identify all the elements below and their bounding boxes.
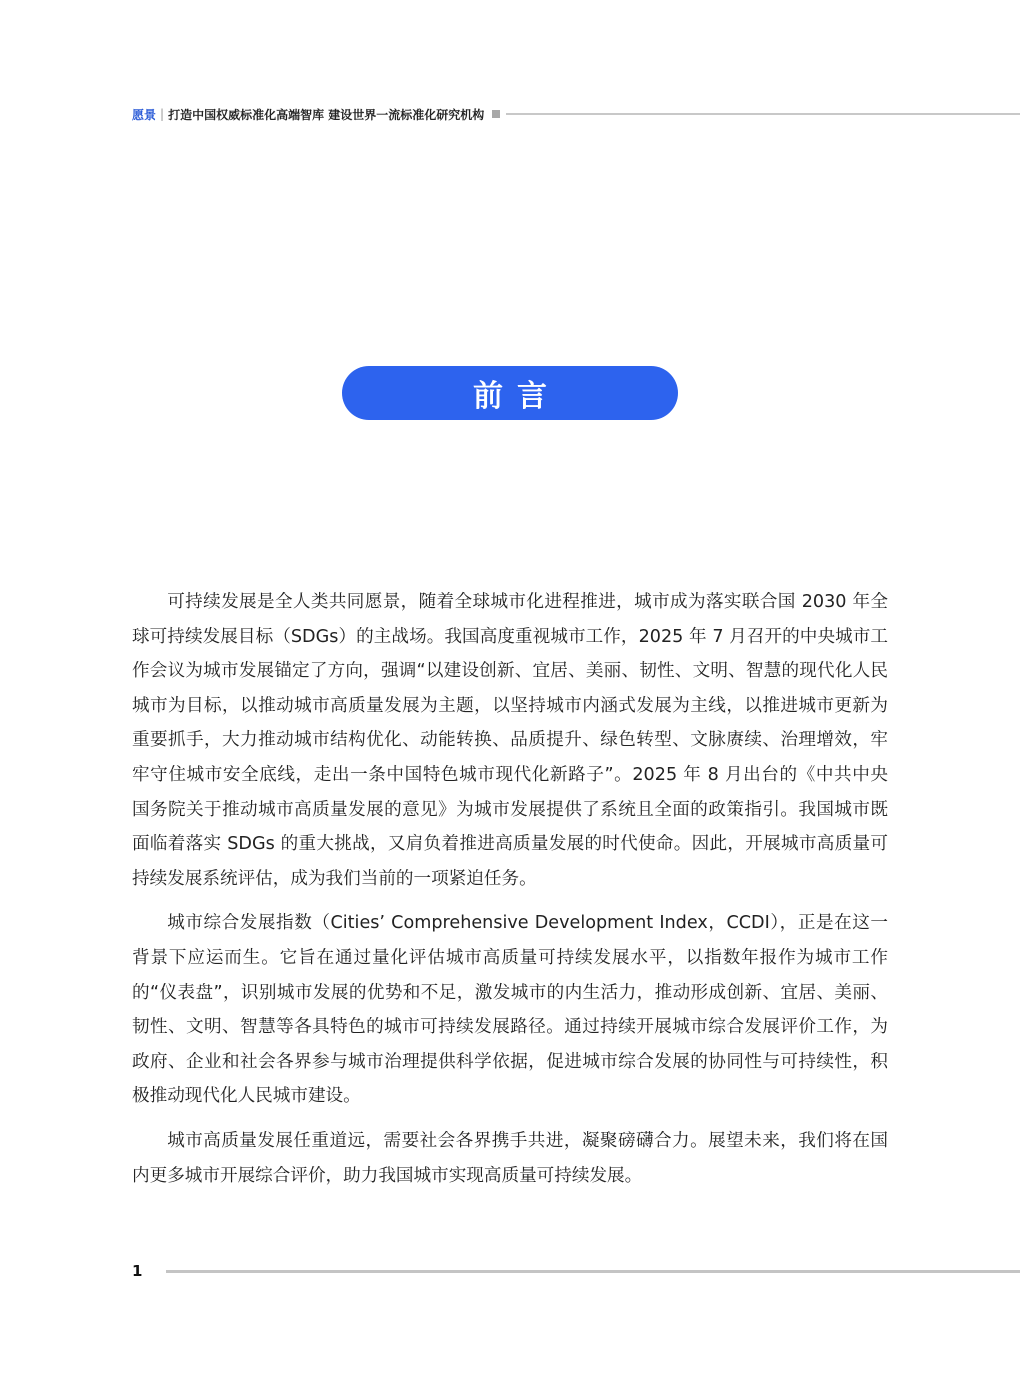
header-square-marker — [492, 110, 500, 118]
section-title: 前言 — [473, 379, 561, 414]
header-rule — [506, 113, 1020, 115]
paragraph: 城市综合发展指数（Cities’ Comprehensive Development Index，CCDI），正是在这一背景下应运而生。它旨在通过量化评估城市高质量可持续发展水平，以指数年报作为城市工作的“仪表盘”，识别城市发展的优势和不足，激发城市的内生活力，推动形成创新、宜居、美丽、韧性、文明、智慧等各具特色的城市可持续发展路径。通过持续开展城市综合发展评价工作，为政府、企业和社会各界参与城市治理提供科学依据，促进城市综合发展的协同性与可持续性，积极推动现代化人民城市建设。 — [132, 913, 888, 1107]
header-separator: | — [160, 107, 165, 121]
running-header — [132, 104, 1020, 124]
page-number: 1 — [132, 1262, 143, 1280]
section-title-pill — [342, 366, 678, 420]
header-title: 打造中国权威标准化高端智库 建设世界一流标准化研究机构 — [168, 107, 485, 122]
paragraph: 可持续发展是全人类共同愿景，随着全球城市化进程推进，城市成为落实联合国 2030 年全球可持续发展目标（SDGs）的主战场。我国高度重视城市工作，2025 年 7 月召开的中央城市工作会议为城市发展锚定了方向，强调“以建设创新、宜居、美丽、韧性、文明、智慧的现代化人民城市为目标，以推动城市高质量发展为主题，以坚持城市内涵式发展为主线，以推进城市更新为重要抓手，大力推动城市结构优化、动能转换、品质提升、绿色转型、文脉赓续、治理增效，牢牢守住城市安全底线，走出一条中国特色城市现代化新路子”。2025 年 8 月出台的《中共中央 国务院关于推动城市高质量发展的意见》为城市发展提供了系统且全面的政策指引。我国城市既面临着落实 SDGs 的重大挑战，又肩负着推进高质量发展的时代使命。因此，开展城市高质量可持续发展系统评估，成为我们当前的一项紧迫任务。 — [132, 592, 888, 889]
paragraph: 城市高质量发展任重道远，需要社会各界携手共进，凝聚磅礴合力。展望未来，我们将在国内更多城市开展综合评价，助力我国城市实现高质量可持续发展。 — [132, 1130, 888, 1186]
preface-body — [132, 585, 888, 1203]
page-footer — [132, 1262, 1020, 1280]
header-tag: 愿景 — [132, 107, 157, 122]
footer-rule — [166, 1270, 1020, 1273]
